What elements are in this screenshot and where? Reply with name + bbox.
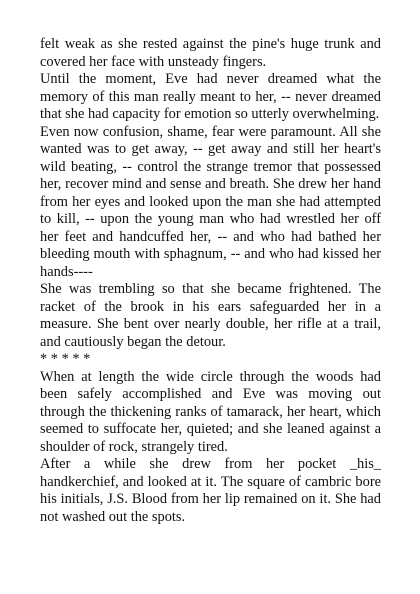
paragraph-memory: Until the moment, Eve had never dreamed what the memory of this man really meant to her, -- never dreamed that she had capacity for emotion so utterly overwhelming. bbox=[40, 71, 381, 122]
paragraph-tamarack: When at length the wide circle through the woods had been safely accomplished and Eve was moving out through the thickening ranks of tamarack, her heart, which seemed to suffocate her, quieted; and she leaned against a shoulder of rock, strangely tired. bbox=[40, 368, 381, 455]
section-separator: * * * * * bbox=[40, 351, 91, 367]
paragraph-continuation: felt weak as she rested against the pine's huge trunk and covered her face with unsteady fingers. bbox=[40, 36, 381, 70]
paragraph-trembling: She was trembling so that she became frightened. The racket of the brook in his ears safeguarded her in a measure. She bent over nearly double, her rifle at a trail, and cautiously began the detour. bbox=[40, 281, 381, 350]
paragraph-confusion: Even now confusion, shame, fear were paramount. All she wanted was to get away, -- get away and still her heart's wild beating, -- control the strange tremor that possessed her, recover mind and sense and breath. She drew her hand from her eyes and looked upon the man she had attempted to kill, -- upon the young man who had wrestled her off her feet and handcuffed her, -- and who had bathed her bleeding mouth with sphagnum, -- and who had kissed her hands---- bbox=[40, 123, 381, 280]
paragraph-handkerchief: After a while she drew from her pocket _his_ handkerchief, and looked at it. The square of cambric bore his initials, J.S. Blood from her lip remained on it. She had not washed out the spots. bbox=[40, 456, 381, 525]
page-text bbox=[40, 36, 381, 526]
